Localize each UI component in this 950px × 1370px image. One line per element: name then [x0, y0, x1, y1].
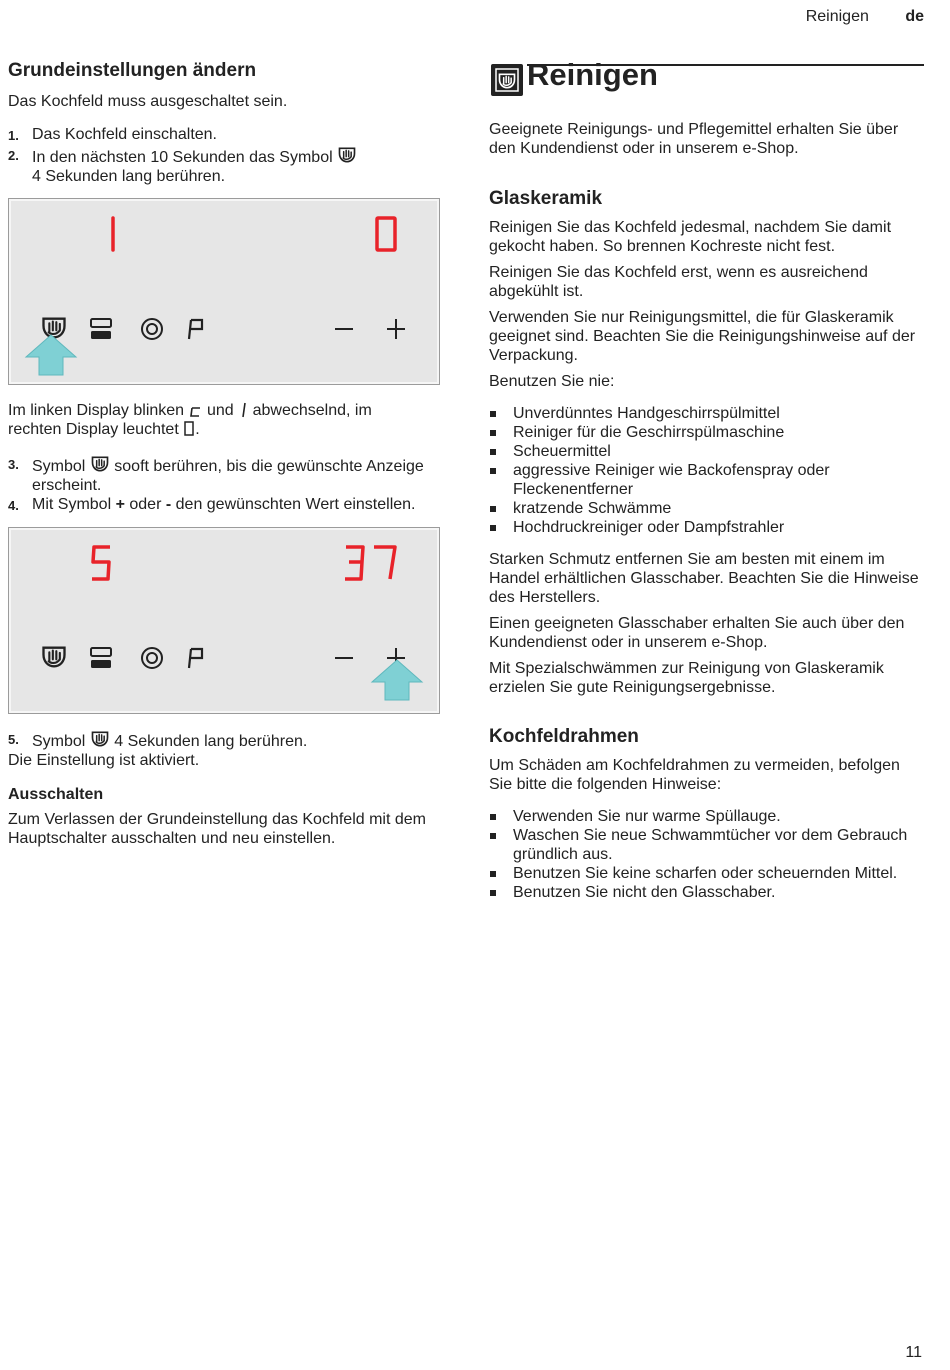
step-4: 4. Mit Symbol + oder - den gewünschten Wert einstellen. [8, 496, 416, 513]
control-panel-2 [8, 527, 440, 714]
list-item: Unverdünntes Handgeschirrspülmittel [489, 404, 924, 423]
plus-icon[interactable] [384, 316, 408, 342]
header-section: Reinigen [805, 8, 869, 25]
kochfeldrahmen-heading: Kochfeldrahmen [489, 726, 639, 747]
frame-care-list [489, 807, 924, 902]
list-item: kratzende Schwämme [489, 499, 924, 518]
switch-off-heading: Ausschalten [8, 786, 104, 803]
glaskeramik-p7: Mit Spezialschwämmen zur Reinigung von Glaskeramik erzielen Sie gute Reinigungsergebnisse. [489, 660, 884, 696]
list-item: Scheuermittel [489, 442, 924, 461]
display-1-glyph-icon [238, 402, 248, 418]
setting-activated: Die Einstellung ist aktiviert. [8, 752, 200, 769]
list-item: Benutzen Sie keine scharfen oder scheuernden Mittel. [489, 864, 924, 883]
hand-symbol-icon [337, 145, 357, 165]
step-3: 3. Symbol sooft berühren, bis die gewünschte Anzeige erscheint. [8, 454, 442, 495]
minus-icon[interactable] [332, 645, 356, 671]
left-display-digit [99, 215, 123, 258]
steps-3-4 [8, 454, 442, 514]
steps-1-2 [8, 125, 442, 186]
step-1: 1. Das Kochfeld einschalten. [8, 126, 217, 143]
chapter-title-text: Reinigen [527, 57, 658, 92]
kochfeldrahmen-p1: Um Schäden am Kochfeldrahmen zu vermeiden, befolgen Sie bitte die folgenden Hinweise: [489, 757, 900, 793]
left-column [8, 58, 442, 848]
list-item: Benutzen Sie nicht den Glasschaber. [489, 883, 924, 902]
program-p-icon[interactable] [185, 645, 207, 671]
right-column [489, 58, 924, 902]
hand-symbol-icon [90, 729, 110, 749]
list-item: Waschen Sie neue Schwammtücher vor dem Gebrauch gründlich aus. [489, 826, 924, 864]
display-0-glyph-icon [183, 421, 195, 437]
glaskeramik-p1: Reinigen Sie das Kochfeld jedesmal, nachdem Sie damit gekocht haben. So brennen Kochreste nicht fest. [489, 219, 892, 255]
glaskeramik-p3: Verwenden Sie nur Reinigungsmittel, die für Glaskeramik geeignet sind. Beachten Sie die Reinigungshinweise auf der Verpackung. [489, 309, 916, 364]
cleaning-intro: Geeignete Reinigungs- und Pflegemittel erhalten Sie über den Kundendienst oder in unserem e-Shop. [489, 121, 899, 157]
blink-description: Im linken Display blinken und abwechselnd, im rechten Display leuchtet . [8, 402, 372, 438]
header-language: de [905, 8, 924, 25]
switch-off-text: Zum Verlassen der Grundeinstellung das Kochfeld mit dem Hauptschalter ausschalten und neu einstellen. [8, 811, 426, 847]
list-item: aggressive Reiniger wie Backofenspray oder Fleckenentferner [489, 461, 924, 499]
right-display-digits [343, 544, 399, 587]
cleaning-chapter-icon [491, 64, 523, 96]
never-use-list [489, 404, 924, 537]
step-5: 5. Symbol 4 Sekunden lang berühren. [8, 729, 442, 751]
list-item: Reiniger für die Geschirrspülmaschine [489, 423, 924, 442]
press-arrow-icon [369, 658, 425, 702]
list-item: Verwenden Sie nur warme Spüllauge. [489, 807, 924, 826]
glaskeramik-p6: Einen geeigneten Glasschaber erhalten Sie auch über den Kundendienst oder in unserem e-Shop. [489, 615, 905, 651]
power-boost-icon[interactable] [139, 645, 165, 671]
settings-heading: Grundeinstellungen ändern [8, 60, 257, 81]
left-display-digit [89, 544, 115, 587]
list-item: Hochdruckreiniger oder Dampfstrahler [489, 518, 924, 537]
glaskeramik-p2: Reinigen Sie das Kochfeld erst, wenn es ausreichend abgekühlt ist. [489, 264, 868, 300]
step-2: 2. In den nächsten 10 Sekunden das Symbol 4 Sekunden lang berühren. [8, 145, 442, 186]
minus-icon[interactable] [332, 316, 356, 342]
chapter-title [489, 58, 924, 98]
program-p-icon[interactable] [185, 316, 207, 342]
glaskeramik-p5: Starken Schmutz entfernen Sie am besten mit einem im Handel erhältlichen Glasschaber. Beachten Sie die Hinweise des Herstellers. [489, 551, 919, 606]
running-header [806, 8, 924, 26]
press-arrow-icon [23, 333, 79, 377]
power-boost-icon[interactable] [139, 316, 165, 342]
settings-intro: Das Kochfeld muss ausgeschaltet sein. [8, 93, 288, 110]
cleaning-mode-icon[interactable] [39, 643, 69, 671]
step-5-block [8, 729, 442, 751]
hand-symbol-icon [90, 454, 110, 474]
control-panel-1 [8, 198, 440, 385]
glaskeramik-heading: Glaskeramik [489, 188, 603, 209]
timer-display-icon[interactable] [89, 316, 113, 342]
display-c-glyph-icon [189, 402, 203, 418]
page-number: 11 [905, 1344, 922, 1361]
right-display-digit [373, 215, 399, 258]
glaskeramik-p4: Benutzen Sie nie: [489, 373, 615, 390]
timer-display-icon[interactable] [89, 645, 113, 671]
